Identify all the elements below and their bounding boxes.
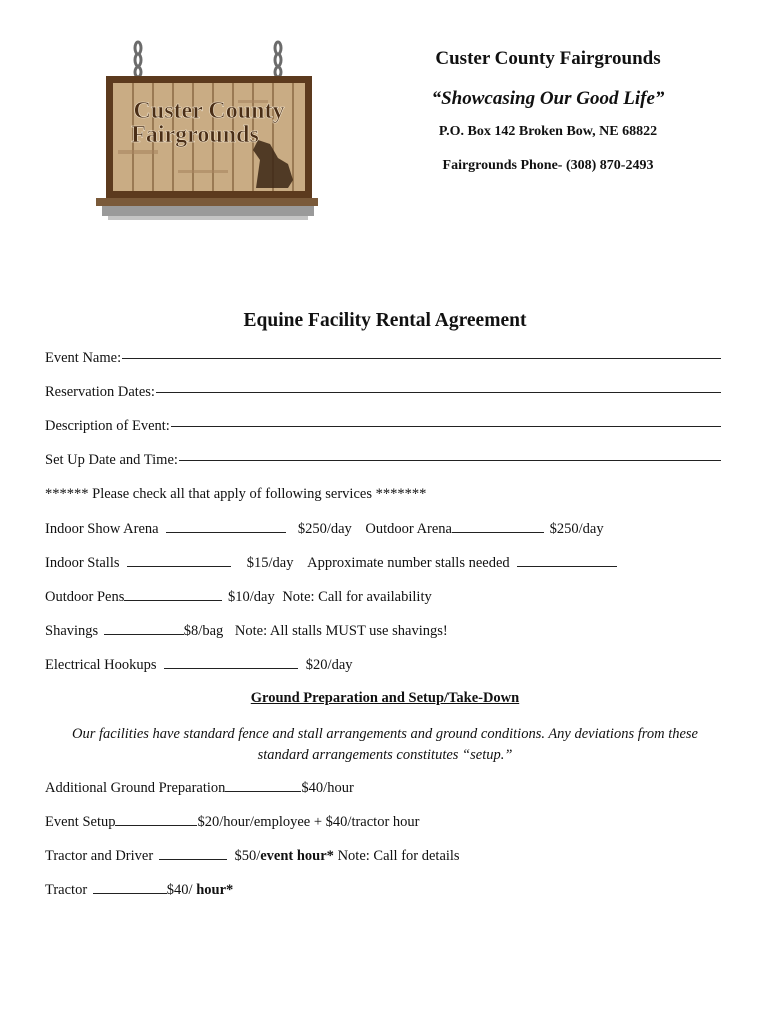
setup-date-label: Set Up Date and Time: xyxy=(45,452,178,468)
indoor-stalls-row xyxy=(45,554,617,572)
setup-date-field[interactable] xyxy=(179,460,721,461)
outdoor-pens-price: $10/day xyxy=(227,589,275,605)
tractor-driver-label: Tractor and Driver xyxy=(45,848,154,864)
services-instruction: ****** Please check all that apply of following services ******* xyxy=(45,486,427,502)
indoor-stalls-field[interactable] xyxy=(127,554,231,567)
event-name-label: Event Name: xyxy=(45,350,122,366)
tractor-price: $40/ hour* xyxy=(166,882,234,898)
shavings-label: Shavings xyxy=(45,623,99,639)
indoor-stalls-price: $15/day xyxy=(246,555,294,571)
shavings-field[interactable] xyxy=(104,622,184,635)
outdoor-pens-field[interactable] xyxy=(124,588,222,601)
electrical-price: $20/day xyxy=(305,657,353,673)
stalls-needed-field[interactable] xyxy=(517,554,617,567)
setup-definition-note: Our facilities have standard fence and stall arrangements and ground conditions. Any deviations from these standard arrangements constitutes “setup.” xyxy=(72,726,698,763)
outdoor-pens-row xyxy=(45,588,432,606)
tractor-driver-row xyxy=(45,847,460,865)
outdoor-pens-note: Note: Call for availability xyxy=(282,589,432,605)
arena-row xyxy=(45,520,604,538)
shavings-note: Note: All stalls MUST use shavings! xyxy=(234,623,448,639)
electrical-label: Electrical Hookups xyxy=(45,657,157,673)
indoor-arena-field[interactable] xyxy=(166,520,286,533)
event-name-row xyxy=(45,350,721,367)
svg-text:Fairgrounds: Fairgrounds xyxy=(131,122,259,148)
tractor-row xyxy=(45,881,233,899)
indoor-arena-price: $250/day xyxy=(297,521,352,537)
tractor-driver-field[interactable] xyxy=(159,847,227,860)
ground-prep-heading: Ground Preparation and Setup/Take-Down xyxy=(250,690,520,706)
additional-prep-field[interactable] xyxy=(225,779,301,792)
outdoor-arena-label: Outdoor Arena xyxy=(365,521,452,537)
description-row xyxy=(45,418,721,435)
svg-text:Custer County: Custer County xyxy=(133,98,285,124)
description-field[interactable] xyxy=(171,426,721,427)
outdoor-pens-label: Outdoor Pens xyxy=(45,589,125,605)
mailing-address: P.O. Box 142 Broken Bow, NE 68822 xyxy=(438,124,658,139)
indoor-stalls-label: Indoor Stalls xyxy=(45,555,120,571)
fairgrounds-logo xyxy=(88,40,324,230)
tractor-label: Tractor xyxy=(45,882,88,898)
electrical-row xyxy=(45,656,353,674)
phone-number: Fairgrounds Phone- (308) 870-2493 xyxy=(442,158,654,173)
event-setup-label: Event Setup xyxy=(45,814,116,830)
event-setup-price: $20/hour/employee + $40/tractor hour xyxy=(197,814,420,830)
document-title: Equine Facility Rental Agreement xyxy=(243,310,527,331)
reservation-dates-row xyxy=(45,384,721,401)
shavings-row xyxy=(45,622,448,640)
reservation-dates-field[interactable] xyxy=(156,392,721,393)
stalls-needed-label: Approximate number stalls needed xyxy=(307,555,510,571)
additional-prep-price: $40/hour xyxy=(301,780,354,796)
description-label: Description of Event: xyxy=(45,418,170,434)
outdoor-arena-price: $250/day xyxy=(549,521,604,537)
additional-prep-label: Additional Ground Preparation xyxy=(45,780,226,796)
tractor-driver-price: $50/event hour* xyxy=(234,848,334,864)
event-name-field[interactable] xyxy=(122,358,721,359)
shavings-price: $8/bag xyxy=(183,623,224,639)
additional-prep-row xyxy=(45,779,354,797)
organization-name: Custer County Fairgrounds xyxy=(435,48,661,69)
indoor-arena-label: Indoor Show Arena xyxy=(45,521,159,537)
event-setup-row xyxy=(45,813,419,831)
slogan: “Showcasing Our Good Life” xyxy=(431,88,665,109)
letterhead xyxy=(380,48,716,178)
setup-date-row xyxy=(45,452,721,469)
tractor-driver-note: Note: Call for details xyxy=(337,848,460,864)
outdoor-arena-field[interactable] xyxy=(452,520,544,533)
event-setup-field[interactable] xyxy=(115,813,197,826)
electrical-field[interactable] xyxy=(164,656,298,669)
reservation-dates-label: Reservation Dates: xyxy=(45,384,155,400)
chain-icon xyxy=(135,42,281,77)
tractor-field[interactable] xyxy=(93,881,167,894)
